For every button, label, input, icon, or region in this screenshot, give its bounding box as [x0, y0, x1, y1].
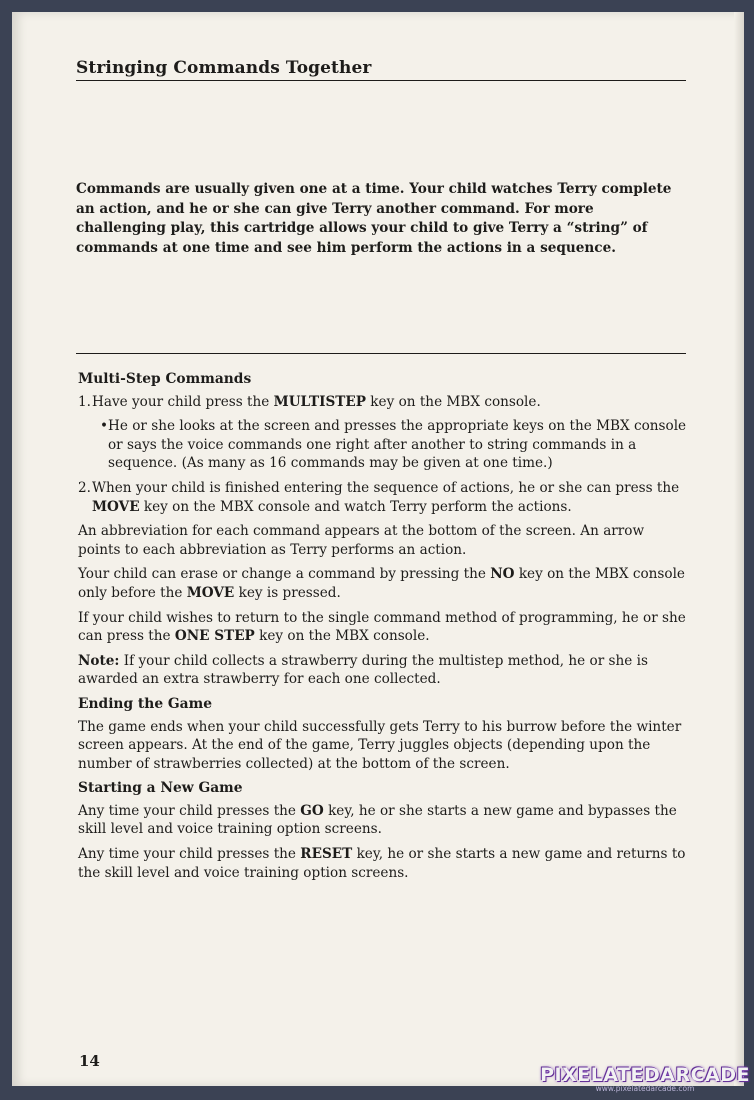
- key-name: ONE STEP: [174, 628, 255, 645]
- step-2: [78, 479, 690, 516]
- page-number: 14: [79, 1052, 100, 1070]
- step-1: [78, 393, 690, 412]
- watermark-logo: PIXELATEDARCADE: [540, 1064, 750, 1086]
- key-name: RESET: [300, 846, 353, 863]
- step-text: Have your child press the MULTISTEP key on the MBX console.: [92, 393, 541, 410]
- new-game-heading: Starting a New Game: [78, 780, 243, 797]
- key-name: MOVE: [92, 498, 140, 515]
- key-name: GO: [300, 802, 324, 819]
- section-divider: [76, 353, 686, 354]
- page-title: Stringing Commands Together: [76, 58, 686, 81]
- step-number: 2.: [78, 479, 91, 496]
- key-name: NO: [490, 566, 515, 583]
- bullet-icon: •: [100, 418, 109, 435]
- bullet-text: He or she looks at the screen and presses the appropriate keys on the MBX console or says the voice commands one right after another to string commands in a sequence. (As many as 16 commands may be given at one time.): [108, 418, 687, 472]
- note-paragraph: Note: If your child collects a strawberry during the multistep method, he or she is awarded an extra strawberry for each one collected.: [78, 652, 648, 688]
- intro-paragraph: Commands are usually given one at a time. Your child watches Terry complete an action, and he or she can give Terry another command. For more challenging play, this cartridge allows your child to give Terry a “string” of commands at one time and see him perform the actions in a sequence.: [76, 181, 672, 256]
- watermark-url: www.pixelatedarcade.com: [595, 1084, 695, 1093]
- watermark: [540, 1064, 750, 1093]
- go-paragraph: Any time your child presses the GO key, he or she starts a new game and bypasses the skill level and voice training option screens.: [78, 802, 677, 838]
- multistep-heading: Multi-Step Commands: [78, 371, 252, 387]
- manual-page: [12, 12, 744, 1086]
- body-content: [78, 370, 690, 888]
- abbreviation-paragraph: An abbreviation for each command appears at the bottom of the screen. An arrow points to each abbreviation as Terry performs an action.: [78, 523, 645, 558]
- reset-paragraph: Any time your child presses the RESET key, he or she starts a new game and returns to the skill level and voice training option screens.: [78, 846, 686, 881]
- page-edge: [734, 12, 744, 1086]
- ending-heading: Ending the Game: [78, 695, 213, 712]
- step-number: 1.: [78, 393, 91, 410]
- step-1-bullet: [100, 417, 690, 473]
- key-name: MULTISTEP: [273, 393, 366, 410]
- single-step-paragraph: If your child wishes to return to the single command method of programming, he or she can press the ONE STEP key on the MBX console.: [78, 609, 686, 645]
- ending-paragraph: The game ends when your child successfully gets Terry to his burrow before the winter screen appears. At the end of the game, Terry juggles objects (depending upon the number of strawberries collected) at the bottom of the screen.: [78, 718, 682, 772]
- step-text: When your child is finished entering the sequence of actions, he or she can press the MOVE key on the MBX console and watch Terry perform the actions.: [92, 479, 680, 515]
- note-label: Note:: [78, 652, 120, 669]
- key-name: MOVE: [186, 584, 235, 601]
- erase-paragraph: Your child can erase or change a command by pressing the NO key on the MBX console only before the MOVE key is pressed.: [78, 566, 685, 601]
